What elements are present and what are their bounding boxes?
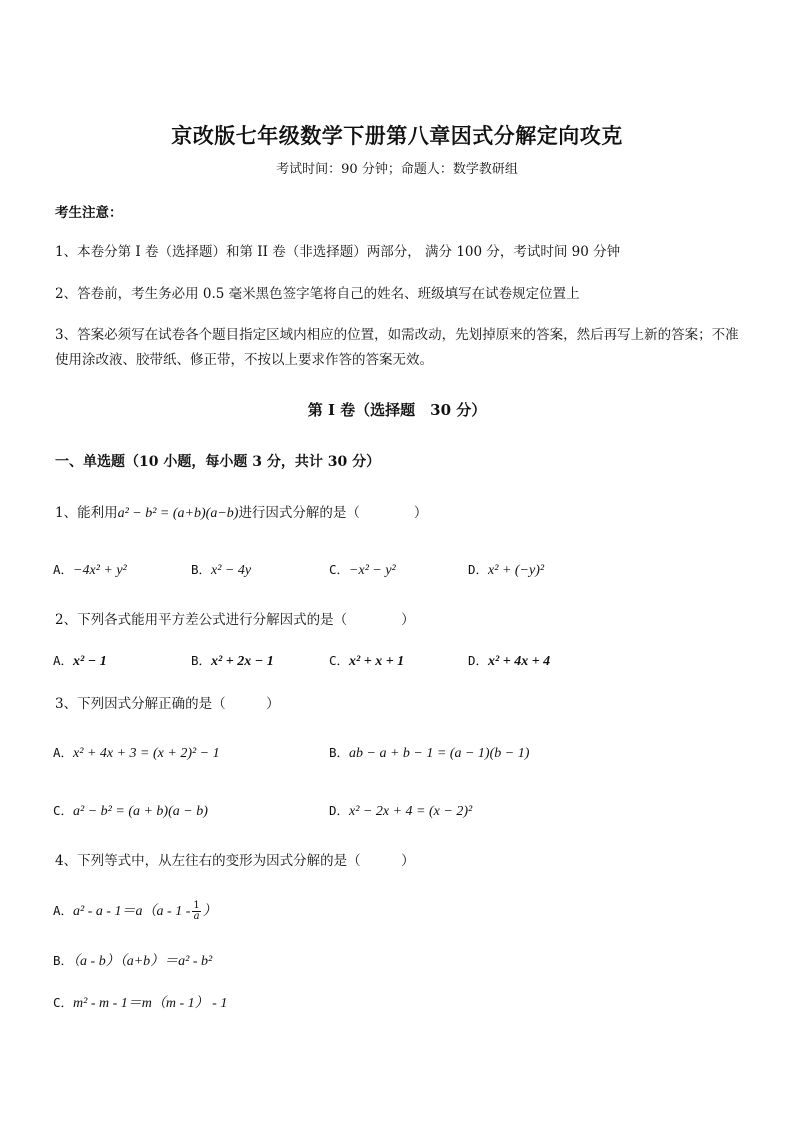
q2-option-d-letter: D． — [468, 653, 489, 668]
question-3: 3、下列因式分解正确的是（ ） — [55, 696, 280, 712]
q3-option-c-expr: a² − b² = (a + b)(a − b) — [73, 804, 208, 819]
exam-title: 京改版七年级数学下册第八章因式分解定向攻克 — [171, 123, 623, 148]
q2-option-b-letter: B． — [191, 653, 212, 668]
exam-subtitle: 考试时间：90 分钟；命题人：数学教研组 — [276, 162, 518, 177]
question-2: 2、下列各式能用平方差公式进行分解因式的是（ ） — [55, 612, 415, 628]
q1-option-d-letter: D． — [468, 562, 489, 577]
q1-option-d[interactable] — [468, 560, 544, 579]
fraction-denominator: a — [193, 911, 200, 922]
q4-option-a[interactable] — [53, 900, 217, 922]
q2-option-c-expr: x² + x + 1 — [349, 654, 405, 669]
q3-option-c[interactable] — [53, 801, 208, 820]
q2-option-d[interactable] — [468, 651, 550, 670]
q1-option-a-expr: −4x² + y² — [73, 563, 127, 578]
section-title: 第 I 卷（选择题 30 分） — [307, 401, 487, 419]
question-4: 4、下列等式中，从左往右的变形为因式分解的是（ ） — [55, 853, 415, 869]
q2-option-b-expr: x² + 2x − 1 — [211, 654, 274, 669]
q1-option-c-letter: C． — [329, 562, 350, 577]
q2-option-c-letter: C． — [329, 653, 350, 668]
q3-option-a-letter: A． — [53, 745, 74, 760]
q4-option-a-letter: A． — [53, 903, 74, 918]
q3-option-a-expr: x² + 4x + 3 = (x + 2)² − 1 — [73, 746, 220, 761]
fraction-numerator: 1 — [193, 900, 200, 911]
q3-option-a[interactable] — [53, 743, 220, 762]
q4-option-b-expr: （a - b）（a+b）＝a² - b² — [73, 954, 213, 969]
q4-option-c-expr: m² - m - 1＝m（m - 1） - 1 — [73, 996, 228, 1011]
note-item-2: 2、答卷前，考生务必用 0.5 毫米黑色签字笔将自己的姓名、班级填写在试卷规定位置上 — [55, 286, 580, 302]
q1-option-c[interactable] — [329, 560, 396, 579]
q2-option-a-letter: A． — [53, 653, 74, 668]
q3-option-d-letter: D． — [329, 803, 350, 818]
q1-option-b[interactable] — [191, 560, 251, 579]
q4-option-b-letter: B． — [53, 953, 74, 968]
note-item-3: 3、答案必须写在试卷各个题目指定区域内相应的位置，如需改动，先划掉原来的答案，然后再写上新的答案；不准使用涂改液、胶带纸、修正带，不按以上要求作答的答案无效。 — [55, 327, 739, 368]
q1-option-c-expr: −x² − y² — [349, 563, 396, 578]
question-1-formula: a² − b² = (a+b)(a−b) — [117, 506, 239, 521]
question-1 — [55, 501, 427, 522]
q2-option-a-expr: x² − 1 — [73, 654, 107, 669]
q1-option-b-letter: B． — [191, 562, 212, 577]
q1-option-b-expr: x² − 4y — [211, 563, 252, 578]
q2-option-c[interactable] — [329, 651, 404, 670]
question-1-suffix: 进行因式分解的是（ ） — [238, 505, 428, 521]
q4-option-c[interactable] — [53, 992, 227, 1012]
q2-option-b[interactable] — [191, 651, 274, 670]
q3-option-b[interactable] — [329, 743, 529, 762]
q3-option-b-letter: B． — [329, 745, 350, 760]
q3-option-b-expr: ab − a + b − 1 = (a − 1)(b − 1) — [349, 746, 530, 761]
q4-option-a-tail: ） — [202, 904, 217, 919]
q1-option-d-expr: x² + (−y)² — [488, 563, 545, 578]
part-title: 一、单选题（10 小题，每小题 3 分，共计 30 分） — [55, 454, 381, 470]
q4-option-a-expr: a² - a - 1＝a（a - 1 - — [73, 904, 191, 919]
q1-option-a-letter: A． — [53, 562, 74, 577]
note-item-1: 1、本卷分第 I 卷（选择题）和第 II 卷（非选择题）两部分， 满分 100 分，考试时间 90 分钟 — [55, 244, 621, 260]
q2-option-d-expr: x² + 4x + 4 — [488, 654, 551, 669]
q3-option-d-expr: x² − 2x + 4 = (x − 2)² — [349, 804, 473, 819]
q4-option-b[interactable] — [53, 950, 212, 970]
q1-option-a[interactable] — [53, 560, 127, 579]
question-1-prefix: 1、能利用 — [55, 505, 118, 521]
q3-option-c-letter: C． — [53, 803, 74, 818]
notes-heading: 考生注意： — [55, 205, 123, 221]
q4-option-c-letter: C． — [53, 995, 74, 1010]
q4-option-a-fraction — [192, 901, 200, 922]
q2-option-a[interactable] — [53, 651, 107, 670]
q3-option-d[interactable] — [329, 801, 472, 820]
